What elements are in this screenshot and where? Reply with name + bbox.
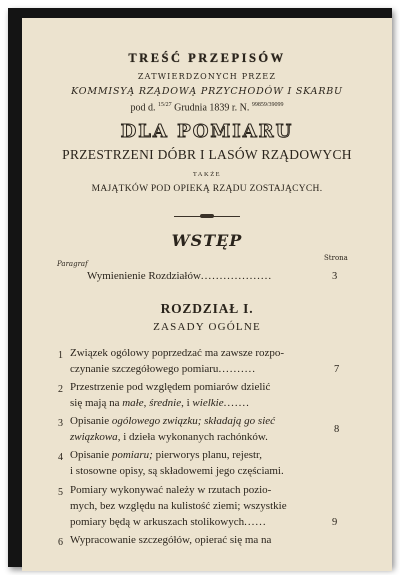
title-date-line	[22, 102, 392, 113]
entry-page-number: 8	[334, 424, 340, 435]
page-frame	[8, 8, 392, 567]
entry-number: 3	[58, 418, 63, 429]
entry-text: się mają na małe, średnie, i wielkie.......	[70, 397, 250, 409]
title-line-5: DLA POMIARU	[120, 121, 294, 142]
entry-number: 2	[58, 384, 63, 395]
entry-text: Opisanie ogólowego związku; składają go sieć	[70, 415, 276, 427]
date-fraction: 15/27	[157, 102, 172, 108]
title-line-1: TREŚĆ PRZEPISÓW	[128, 51, 286, 65]
entry-text: mych, bez względu na kulistość ziemi; wszystkie	[70, 500, 287, 512]
entry-text: Wypracowanie szczegółów, opierać się ma na	[70, 534, 272, 546]
entry-number: 5	[58, 487, 63, 498]
date-text: Grudnia 1839 r. N.	[174, 102, 250, 114]
chapter-heading: ROZDZIAŁ I.	[160, 301, 254, 316]
ornament-center	[200, 214, 214, 218]
entry-text: Opisanie pomiaru; pierworys planu, rejestr,	[70, 449, 263, 461]
intro-entry-text: Wymienienie Rozdziałów	[87, 270, 201, 282]
chapter-subheading: ZASADY OGÓLNE	[153, 321, 261, 333]
title-line-8: MAJĄTKÓW POD OPIEKĄ RZĄDU ZOSTAJĄCYCH.	[91, 184, 323, 194]
column-label-page: Strona	[324, 254, 348, 262]
entry-text: Pomiary wykonywać należy w rzutach pozio-	[70, 484, 272, 496]
entry-number: 6	[58, 537, 63, 548]
entry-number: 4	[58, 452, 63, 463]
entry-text: Związek ogólowy poprzedzać ma zawsze rozpo-	[70, 347, 285, 359]
title-line-2: ZATWIERDZONYCH PRZEZ	[137, 72, 277, 81]
title-line-7: TAKŻE	[192, 171, 222, 178]
title-line-6: PRZESTRZENI DÓBR I LASÓW RZĄDOWYCH	[62, 147, 352, 162]
document-page	[22, 18, 392, 571]
entry-text: czynanie szczegółowego pomiaru..........	[70, 363, 256, 375]
entry-page-number: 9	[332, 517, 338, 528]
entry-text: pomiary będą w arkuszach stolikowych......	[70, 516, 267, 528]
date-number: 99859/39099	[251, 102, 284, 108]
entry-text: i stosowne opisy, są składowemi jego częściami.	[70, 465, 284, 477]
entry-text: związkowa, i dzieła wykonanych rachónków.	[70, 431, 268, 443]
column-label-paragraph: Paragraf	[57, 260, 88, 268]
entry-text: Przestrzenie pod względem pomiarów dzielić	[70, 381, 271, 393]
entry-page-number: 7	[334, 364, 340, 375]
intro-entry: Wymienienie Rozdziałów...................	[87, 270, 273, 282]
entry-number: 1	[58, 350, 63, 361]
intro-heading: WSTĘP	[171, 231, 243, 250]
intro-entry-page: 3	[332, 271, 338, 282]
title-line-3: KOMMISYĄ RZĄDOWĄ PRZYCHODÓW I SKARBU	[71, 86, 343, 97]
date-prefix: pod d.	[130, 102, 156, 114]
